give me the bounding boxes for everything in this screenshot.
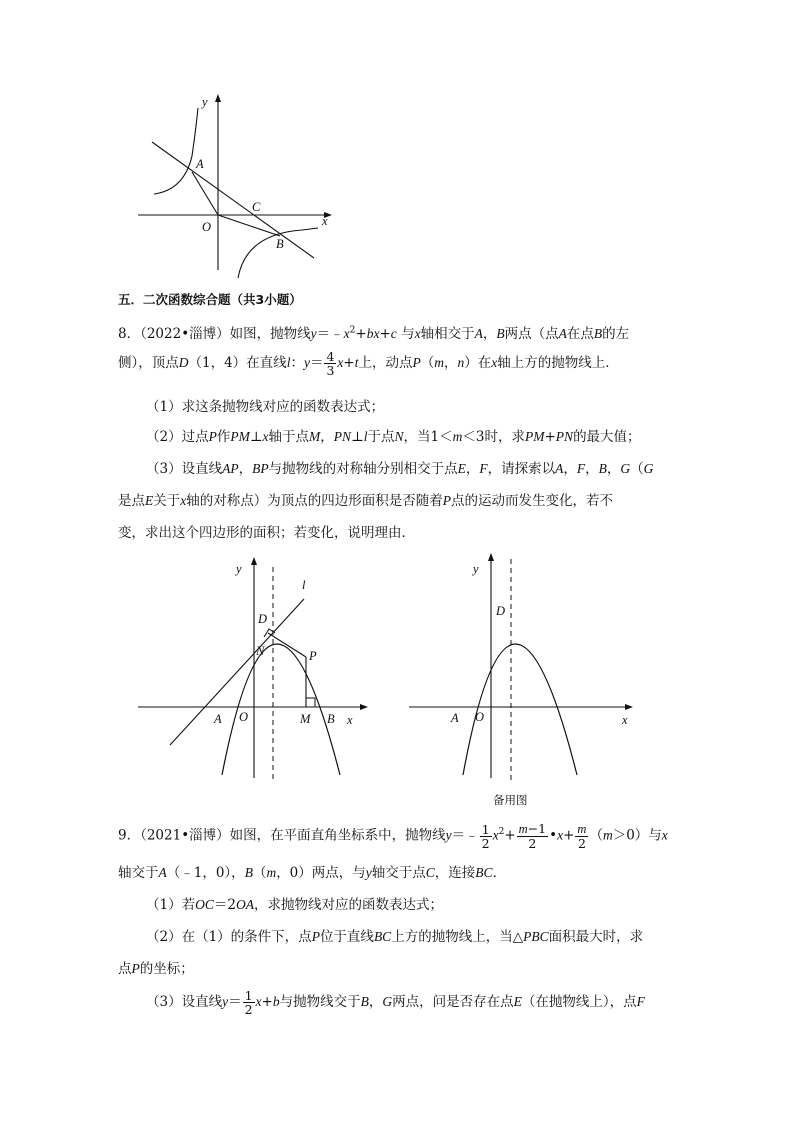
q8-part-2: （2）过点P作PM⊥x轴于点M，PN⊥l于点N，当1＜m＜3时，求PM+PN的最大值； [146,429,641,445]
section-heading: 五．二次函数综合题（共3小题） [118,292,302,307]
top-figure [120,88,340,283]
fig8-right-label-D: D [496,604,506,618]
fig8-left-label-B: B [327,712,335,726]
top-label-C: C [252,200,261,214]
q8-figure-main [132,553,372,783]
q8-figure-spare [405,553,640,783]
top-label-x: x [322,214,328,228]
fig8-left-label-y: y [236,562,242,576]
fig8-left-label-O: O [239,710,249,724]
q8-part-3-end: 变，求出这个四边形的面积；若变化，说明理由． [118,525,415,541]
fig8-left-label-x: x [347,713,353,727]
fig8-left-label-A: A [214,712,222,726]
fig8-left-label-N: N [256,644,265,658]
fig8-right-label-y: y [473,562,479,576]
q8-part-1: （1）求这条抛物线对应的函数表达式； [146,399,385,415]
fig8-left-label-M: M [300,712,311,726]
fig8-caption: 备用图 [493,793,528,807]
top-label-A: A [196,157,204,171]
q9-line-2: 轴交于A（﹣1，0），B（m，0）两点，与y轴交于点C，连接BC． [118,865,507,881]
fig8-left-label-D: D [258,612,268,626]
q8-line-2: 侧），顶点D（1，4）在直线l：y＝ $\frac{4}{3}$ x+t上，动点P（m，n）在x轴上方的抛物线上． [118,349,619,379]
q8-line-1: 8．（2022•淄博）如图，抛物线$y=﹣x^2+bx+c$ 与x轴相交于A，B两点（点A在点B的左 [118,325,630,342]
top-label-O: O [202,220,212,234]
q8-part-3: （3）设直线AP，BP与抛物线的对称轴分别相交于点E，F，请探索以A，F，B，G（G [146,461,654,477]
q9-part-3: （3）设直线y＝ $\frac{1}{2}$ x+b与抛物线交于B，G两点，问是否存在点E（在抛物线上），点F [146,988,645,1018]
top-label-B: B [276,237,284,251]
fig8-right-label-O: O [475,710,485,724]
q9-part-2-cont: 点P的坐标； [118,961,194,977]
fig8-right-label-A: A [451,711,459,725]
fig8-right-label-x: x [622,713,628,727]
q9-line-1: 9．（2021•淄博）如图，在平面直角坐标系中，抛物线y＝﹣ $\frac{1}{2}$ $x^2+$ $\frac{m-1}{2}$ •x+ $\frac{m}{2}$ （m＞0）与x [118,821,668,852]
fig8-left-label-l: l [302,578,306,592]
q9-part-2: （2）在（1）的条件下，点P位于直线BC上方的抛物线上，当△PBC面积最大时，求 [146,929,644,945]
fig8-left-label-P: P [309,649,317,663]
top-label-y: y [202,95,208,109]
q8-part-3-cont: 是点E关于x轴的对称点）为顶点的四边形面积是否随着P点的运动而发生变化，若不 [118,493,613,509]
q9-part-1: （1）若OC＝2OA，求抛物线对应的函数表达式； [146,897,443,913]
